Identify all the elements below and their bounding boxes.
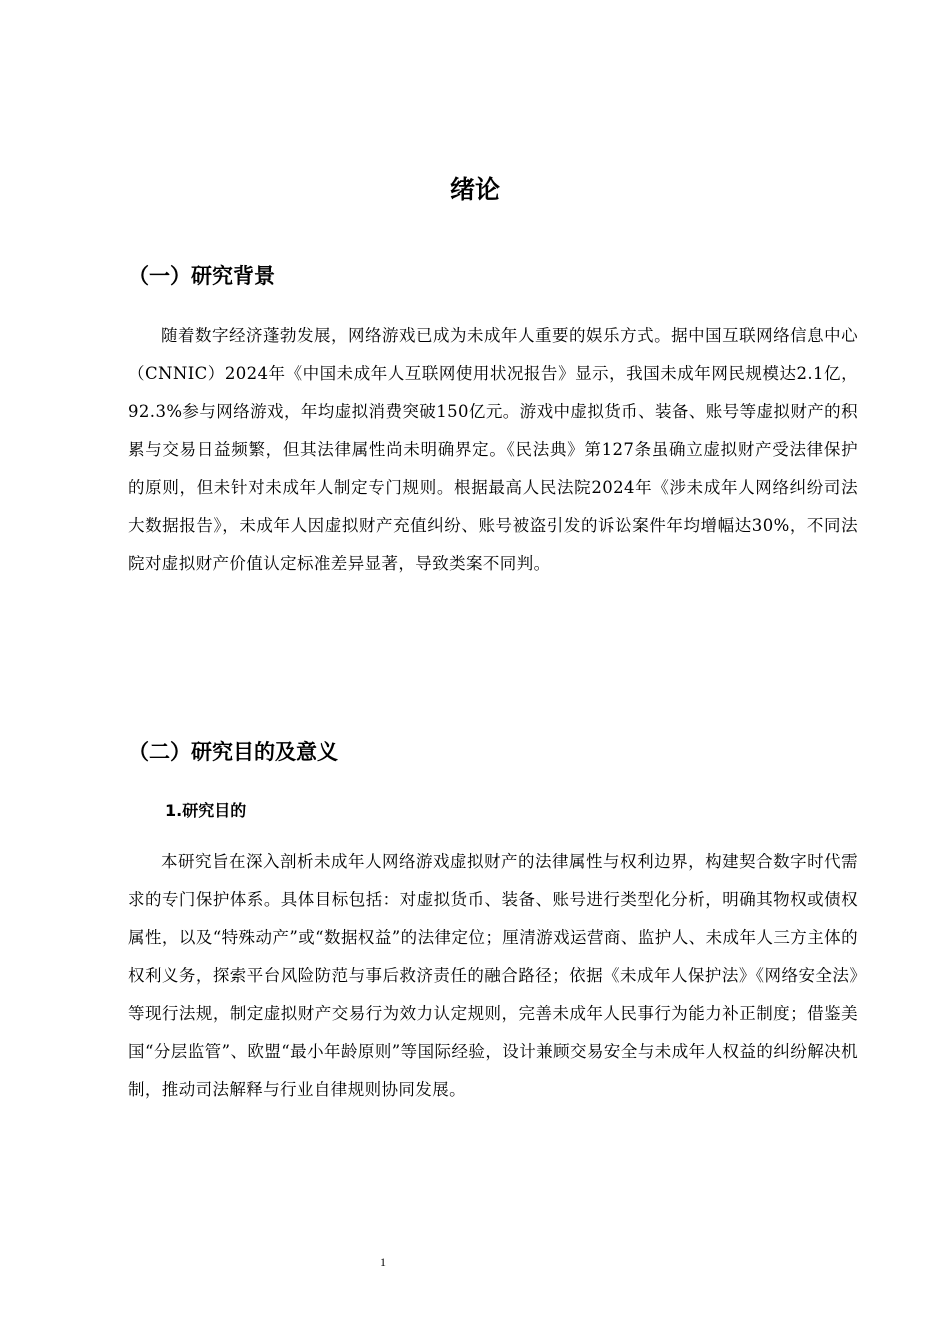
section-heading-research-background: （一）研究背景 [128,264,275,288]
paragraph-research-background: 随着数字经济蓬勃发展，网络游戏已成为未成年人重要的娱乐方式。据中国互联网络信息中心（CNNIC）2024年《中国未成年人互联网使用状况报告》显示，我国未成年网民规模达2.1亿，92.3%参与网络游戏，年均虚拟消费突破150亿元。游戏中虚拟货币、装备、账号等虚拟财产的积累与交易日益频繁，但其法律属性尚未明确界定。《民法典》第127条虽确立虚拟财产受法律保护的原则，但未针对未成年人制定专门规则。根据最高人民法院2024年《涉未成年人网络纠纷司法大数据报告》，未成年人因虚拟财产充值纠纷、账号被盗引发的诉讼案件年均增幅达30%，不同法院对虚拟财产价值认定标准差异显著，导致类案不同判。 [128,326,858,573]
page-number: 1 [380,1255,386,1269]
sub-heading-research-purpose: 1.研究目的 [165,801,247,820]
section-heading-purpose-significance: （二）研究目的及意义 [128,740,338,764]
chapter-title: 绪论 [449,175,500,204]
paragraph-research-purpose: 本研究旨在深入剖析未成年人网络游戏虚拟财产的法律属性与权利边界，构建契合数字时代需求的专门保护体系。具体目标包括：对虚拟货币、装备、账号进行类型化分析，明确其物权或债权属性，以及“特殊动产”或“数据权益”的法律定位；厘清游戏运营商、监护人、未成年人三方主体的权利义务，探索平台风险防范与事后救济责任的融合路径；依据《未成年人保护法》《网络安全法》等现行法规，制定虚拟财产交易行为效力认定规则，完善未成年人民事行为能力补正制度；借鉴美国“分层监管”、欧盟“最小年龄原则”等国际经验，设计兼顾交易安全与未成年人权益的纠纷解决机制，推动司法解释与行业自律规则协同发展。 [128,852,858,1099]
